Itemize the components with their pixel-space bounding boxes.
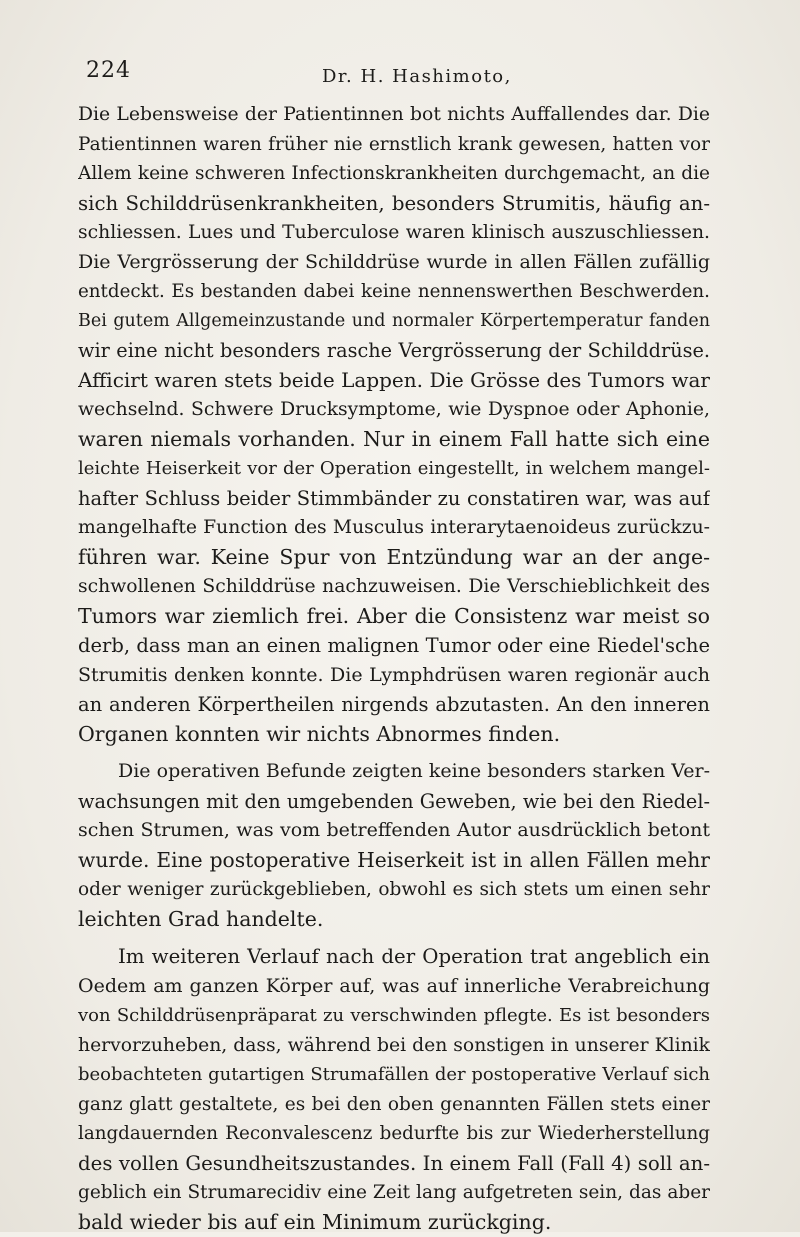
text-line: schliessen. Lues und Tuberculose waren klinisch auszuschliessen. bbox=[78, 218, 710, 248]
text-line: wachsungen mit den umgebenden Geweben, wie bei den Riedel- bbox=[78, 787, 710, 817]
text-line: mangelhafte Function des Musculus interarytaenoideus zurückzu- bbox=[78, 513, 710, 543]
text-line: von Schilddrüsenpräparat zu verschwinden pflegte. Es ist besonders bbox=[78, 1001, 710, 1031]
text-line: langdauernden Reconvalescenz bedurfte bis zur Wiederherstellung bbox=[78, 1119, 710, 1149]
text-line: schwollenen Schilddrüse nachzuweisen. Die Verschieblichkeit des bbox=[78, 572, 710, 602]
text-line: ganz glatt gestaltete, es bei den oben genannten Fällen stets einer bbox=[78, 1090, 710, 1120]
text-line: Die operativen Befunde zeigten keine besonders starken Ver- bbox=[78, 757, 710, 787]
text-line: Tumors war ziemlich frei. Aber die Consistenz war meist so bbox=[78, 602, 710, 632]
text-line: Organen konnten wir nichts Abnormes finden. bbox=[78, 720, 710, 750]
text-line: hafter Schluss beider Stimmbänder zu constatiren war, was auf bbox=[78, 484, 710, 514]
text-line: oder weniger zurückgeblieben, obwohl es sich stets um einen sehr bbox=[78, 875, 710, 905]
paragraph-2 bbox=[78, 757, 710, 934]
text-line: sich Schilddrüsenkrankheiten, besonders Strumitis, häufig an- bbox=[78, 189, 710, 219]
text-line: hervorzuheben, dass, während bei den sonstigen in unserer Klinik bbox=[78, 1031, 710, 1061]
text-line: Oedem am ganzen Körper auf, was auf innerliche Verabreichung bbox=[78, 972, 710, 1002]
body-text bbox=[78, 100, 710, 1237]
text-line: leichten Grad handelte. bbox=[78, 905, 710, 935]
text-line: entdeckt. Es bestanden dabei keine nennenswerthen Beschwerden. bbox=[78, 277, 710, 307]
text-line: wurde. Eine postoperative Heiserkeit ist in allen Fällen mehr bbox=[78, 846, 710, 876]
text-line: Die Lebensweise der Patientinnen bot nichts Auffallendes dar. Die bbox=[78, 100, 710, 130]
text-line: schen Strumen, was vom betreffenden Autor ausdrücklich betont bbox=[78, 816, 710, 846]
text-line: leichte Heiserkeit vor der Operation eingestellt, in welchem mangel- bbox=[78, 454, 710, 484]
running-head: Dr. H. Hashimoto, bbox=[322, 66, 512, 87]
paragraph-3 bbox=[78, 942, 710, 1237]
text-line: an anderen Körpertheilen nirgends abzutasten. An den inneren bbox=[78, 690, 710, 720]
page-header bbox=[86, 58, 726, 98]
text-line: Strumitis denken konnte. Die Lymphdrüsen waren regionär auch bbox=[78, 661, 710, 691]
text-line: Die Vergrösserung der Schilddrüse wurde in allen Fällen zufällig bbox=[78, 248, 710, 278]
text-line: Patientinnen waren früher nie ernstlich krank gewesen, hatten vor bbox=[78, 130, 710, 160]
paragraph-1 bbox=[78, 100, 710, 749]
text-line: waren niemals vorhanden. Nur in einem Fall hatte sich eine bbox=[78, 425, 710, 455]
text-line: wechselnd. Schwere Drucksymptome, wie Dyspnoe oder Aphonie, bbox=[78, 395, 710, 425]
text-line: geblich ein Strumarecidiv eine Zeit lang aufgetreten sein, das aber bbox=[78, 1178, 710, 1208]
text-line: derb, dass man an einen malignen Tumor oder eine Riedel'sche bbox=[78, 631, 710, 661]
text-line: führen war. Keine Spur von Entzündung war an der ange- bbox=[78, 543, 710, 573]
text-line: Allem keine schweren Infectionskrankheiten durchgemacht, an die bbox=[78, 159, 710, 189]
text-line: Afficirt waren stets beide Lappen. Die Grösse des Tumors war bbox=[78, 366, 710, 396]
text-line: bald wieder bis auf ein Minimum zurückging. bbox=[78, 1208, 710, 1237]
page-number: 224 bbox=[86, 58, 131, 83]
text-line: wir eine nicht besonders rasche Vergrösserung der Schilddrüse. bbox=[78, 336, 710, 366]
paragraph-gap bbox=[78, 934, 710, 942]
text-line: des vollen Gesundheitszustandes. In einem Fall (Fall 4) soll an- bbox=[78, 1149, 710, 1179]
text-line: Im weiteren Verlauf nach der Operation trat angeblich ein bbox=[78, 942, 710, 972]
paragraph-gap bbox=[78, 749, 710, 757]
text-line: Bei gutem Allgemeinzustande und normaler Körpertemperatur fanden bbox=[78, 307, 710, 337]
text-line: beobachteten gutartigen Strumafällen der postoperative Verlauf sich bbox=[78, 1060, 710, 1090]
